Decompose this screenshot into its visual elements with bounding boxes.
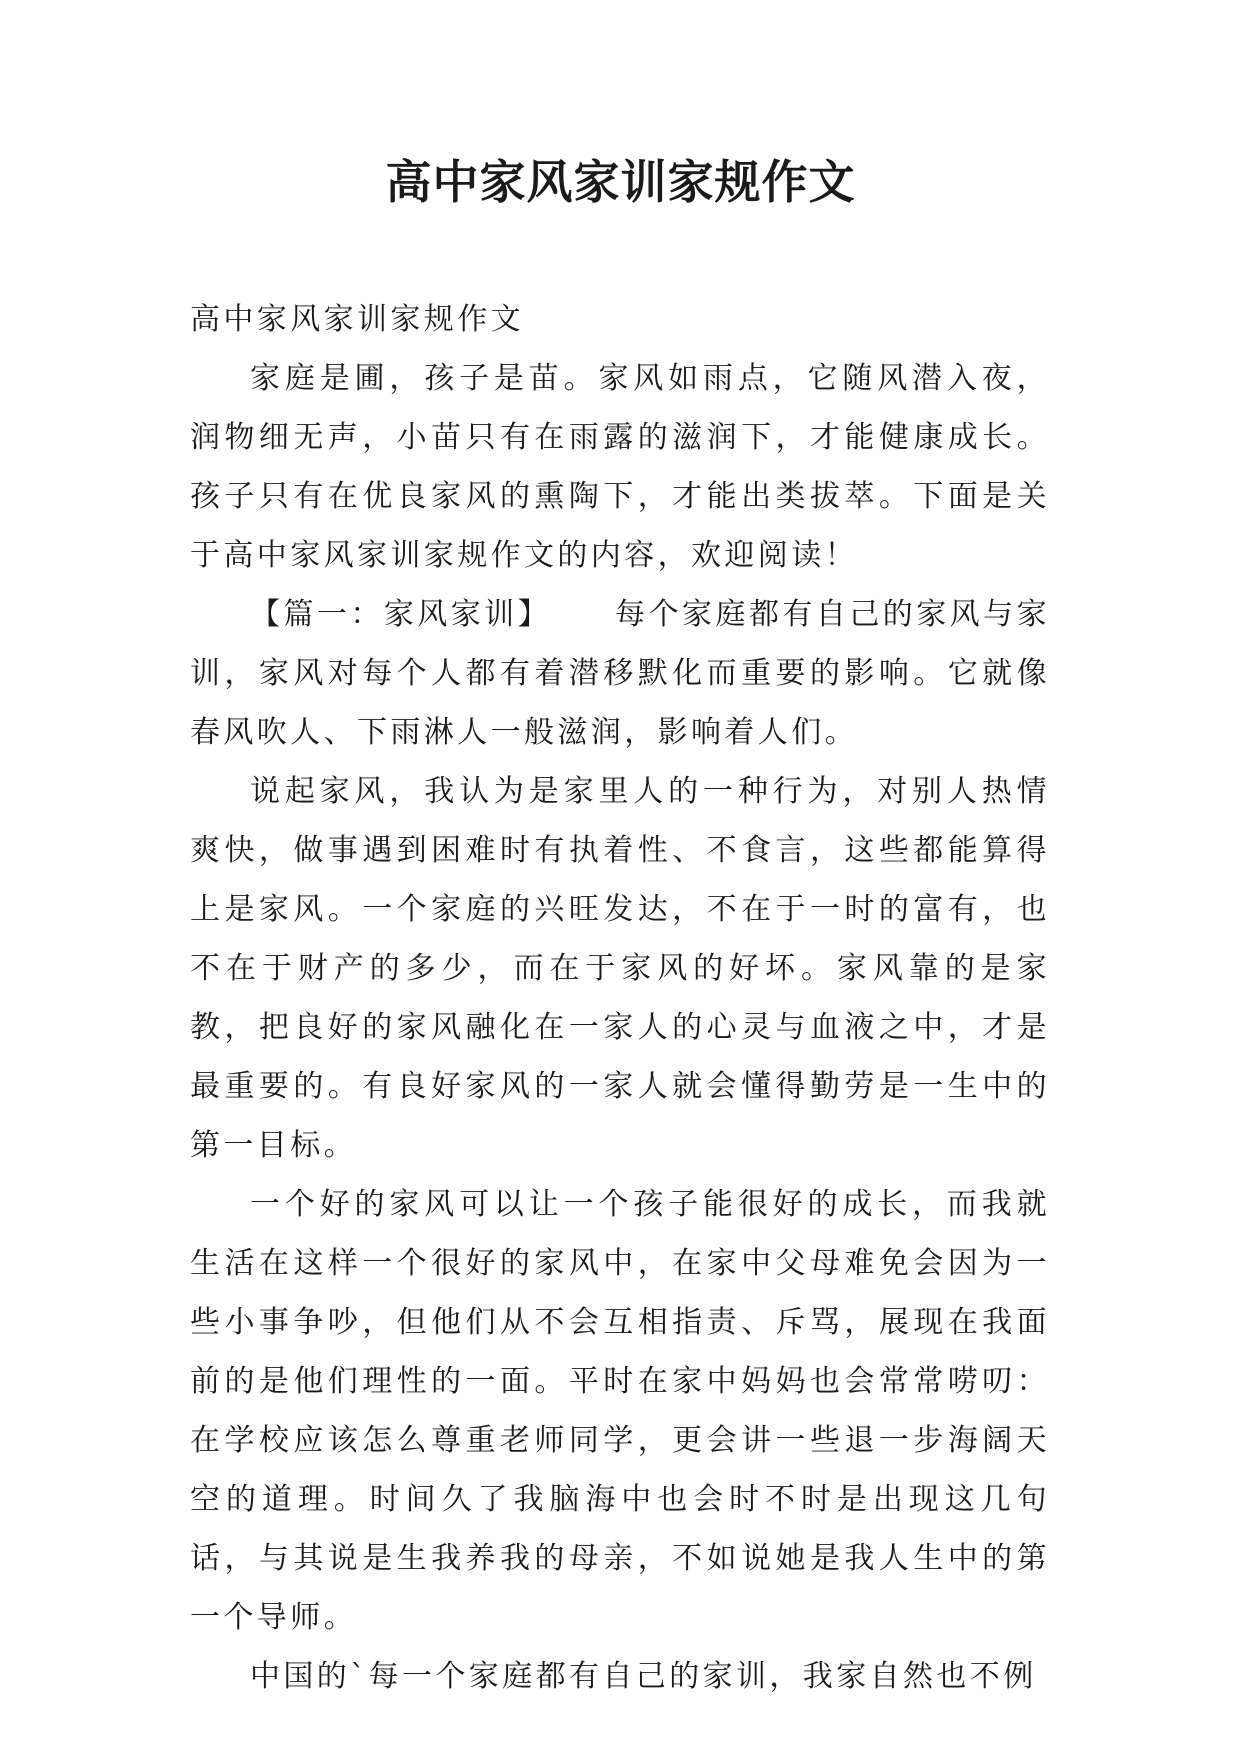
section-paragraph-4: 中国的`每一个家庭都有自己的家训，我家自然也不例 — [250, 1659, 1037, 1694]
document-title: 高中家风家训家规作文 — [385, 155, 856, 209]
section-heading: 【篇一：家风家训】 — [250, 597, 552, 632]
section-paragraph-3: 一个好的家风可以让一个孩子能很好的成长，而我就生活在这样一个很好的家风中，在家中父母难免会因为一些小事争吵，但他们从不会互相指责、斥骂，展现在我面前的是他们理性的一面。平时在家中妈妈也会常常唠叨：在学校应该怎么尊重老师同学，更会讲一些退一步海阔天空的道理。时间久了我脑海中也会时不时是出现这几句话，与其说是生我养我的母亲，不如说她是我人生中的第一个导师。 — [190, 1187, 1050, 1635]
section-paragraph-1 — [190, 585, 1050, 762]
document-body — [190, 290, 1050, 1706]
document-subtitle: 高中家风家训家规作文 — [190, 302, 524, 337]
intro-paragraph: 家庭是圃，孩子是苗。家风如雨点，它随风潜入夜，润物细无声，小苗只有在雨露的滋润下，才能健康成长。孩子只有在优良家风的熏陶下，才能出类拔萃。下面是关于高中家风家训家规作文的内容，欢迎阅读！ — [190, 361, 1050, 573]
section-paragraph-2: 说起家风，我认为是家里人的一种行为，对别人热情爽快，做事遇到困难时有执着性、不食言，这些都能算得上是家风。一个家庭的兴旺发达，不在于一时的富有，也不在于财产的多少，而在于家风的好坏。家风靠的是家教，把良好的家风融化在一家人的心灵与血液之中，才是最重要的。有良好家风的一家人就会懂得勤劳是一生中的第一目标。 — [190, 774, 1050, 1163]
section-paragraph-1-text: 每个家庭都有自己的家风与家训，家风对每个人都有着潜移默化而重要的影响。它就像春风吹人、下雨淋人一般滋润，影响着人们。 — [190, 597, 1050, 750]
